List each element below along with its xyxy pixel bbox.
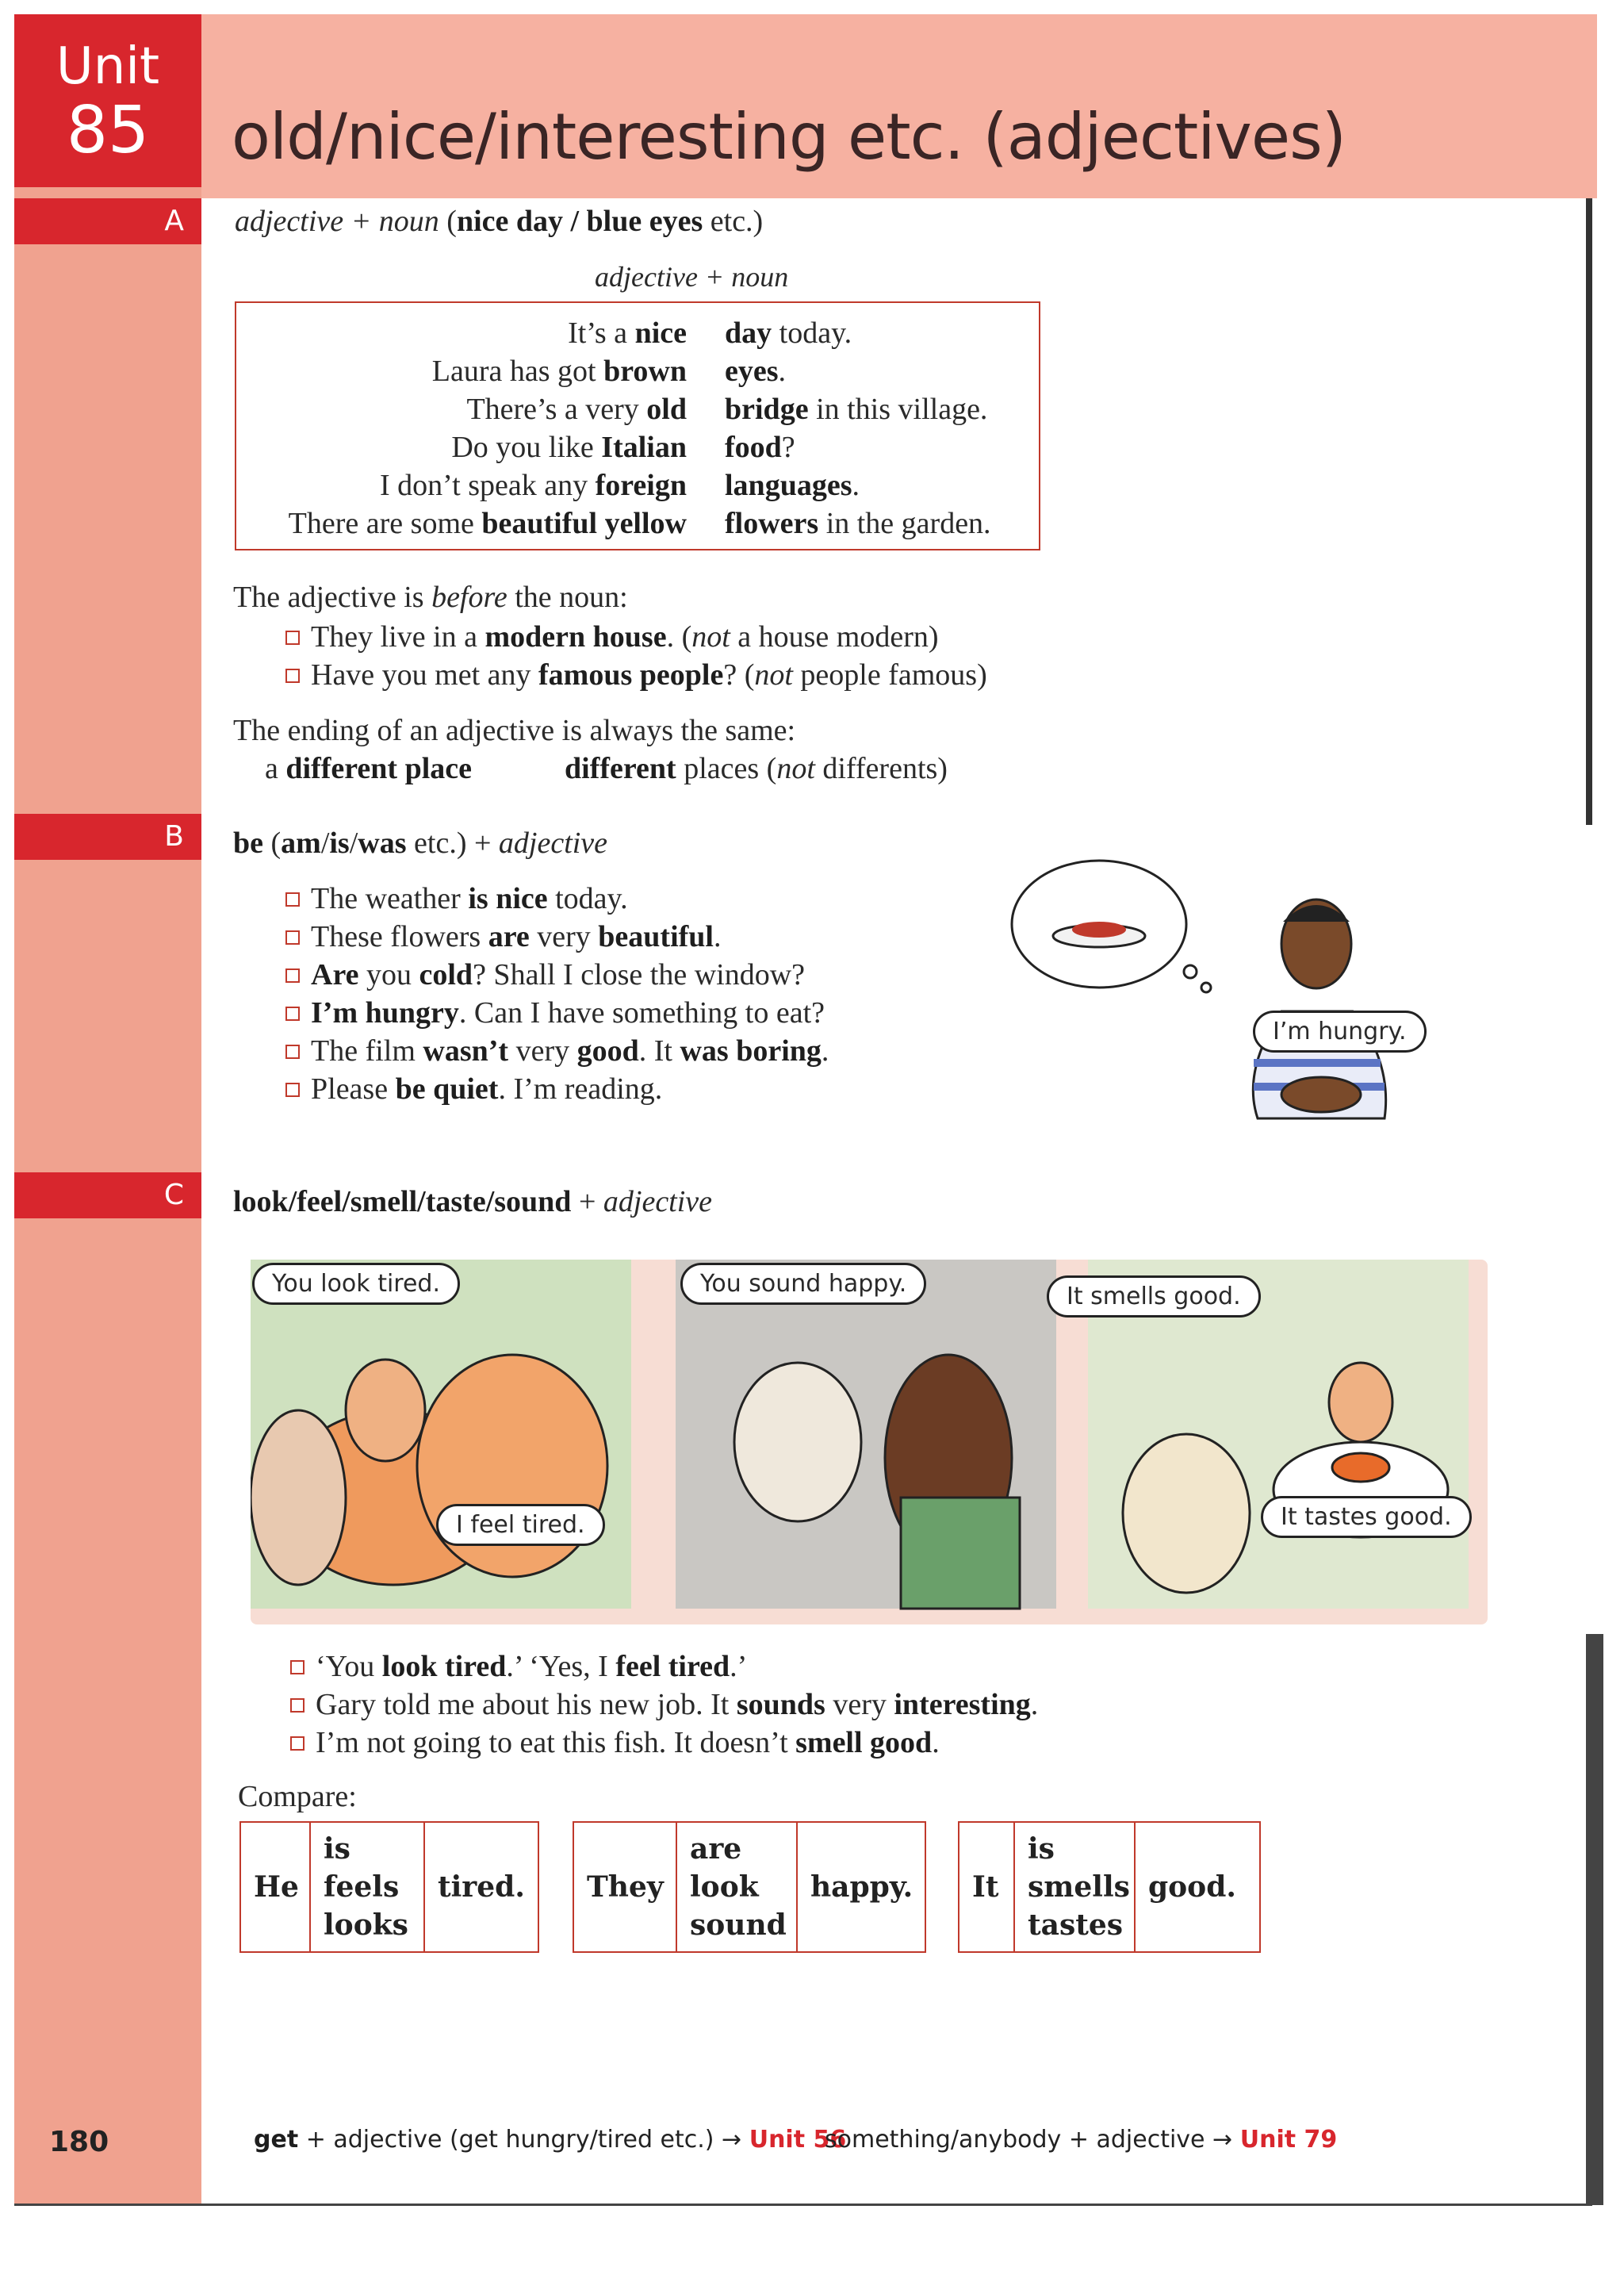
verb: tastes (1028, 1908, 1124, 1942)
speech-bubble-look-tired: You look tired. (252, 1263, 460, 1305)
ex-bold: different place (285, 752, 472, 785)
unit-79-link[interactable]: Unit 79 (1239, 2126, 1338, 2154)
ex-text: very (825, 1688, 894, 1721)
compare-table-good (958, 1821, 1261, 1953)
ending-intro: The ending of an adjective is always the same: (233, 714, 796, 747)
bullet-icon (285, 669, 300, 683)
ex-bold: different (565, 752, 676, 785)
ex-text: people famous) (792, 658, 987, 692)
ex-text: . I’m reading. (498, 1072, 663, 1106)
before-noun-intro (233, 579, 628, 616)
list-item (285, 919, 721, 955)
verb: is (1028, 1832, 1055, 1866)
ex-bold: I’m hungry (311, 996, 459, 1030)
verb: sound (690, 1908, 787, 1942)
row-adjective: nice (634, 316, 687, 350)
compare-table-happy (573, 1821, 926, 1953)
h-text: etc.) + (406, 827, 499, 860)
ex-text: ? ( (723, 658, 755, 692)
row-post: . (778, 355, 787, 388)
speech-bubble-sound-happy: You sound happy. (680, 1263, 926, 1305)
compare-subject: It (959, 1823, 1015, 1951)
ex-bold: feel tired (615, 1650, 730, 1683)
list-item (285, 880, 628, 917)
table-row (236, 354, 1039, 392)
table-row (236, 468, 1039, 506)
row-noun: flowers (725, 507, 819, 540)
old-woman (734, 1363, 861, 1521)
h-em: adjective (498, 827, 608, 860)
row-noun: languages (725, 469, 852, 502)
h-text: ( (263, 827, 282, 860)
ex-bold: wasn’t (423, 1034, 509, 1068)
row-pre: I don’t speak any (380, 469, 596, 502)
bottom-rule (14, 2204, 1592, 2206)
compare-label: Compare: (238, 1780, 357, 1813)
ex-text: very (508, 1034, 577, 1068)
tired-couple-illustration (251, 1260, 1488, 1624)
ex-bold: are (488, 920, 530, 953)
right-edge-bar-lower (1586, 1634, 1603, 2205)
page-title: old/nice/interesting etc. (adjectives) (232, 100, 1346, 174)
compare-verbs (677, 1823, 798, 1951)
cook (1123, 1434, 1250, 1593)
ex-text: . ( (666, 620, 692, 654)
row-adjective: brown (603, 355, 687, 388)
list-item (290, 1648, 747, 1685)
bullet-icon (285, 1007, 300, 1021)
compare-adjective: happy. (810, 1870, 914, 1904)
list-item (285, 657, 987, 693)
row-adjective: Italian (601, 431, 687, 464)
compare-table-tired (239, 1821, 539, 1953)
row-post: in the garden. (818, 507, 991, 540)
ex-text: Please (311, 1072, 396, 1106)
table-caption (595, 259, 788, 295)
ex-text: . (1030, 1688, 1039, 1721)
h-bold: look/feel/smell/taste/sound (233, 1185, 572, 1218)
h-bold: am (281, 827, 321, 860)
adjective-noun-table (235, 301, 1040, 550)
h-text: / (349, 827, 358, 860)
h-bold: be (233, 827, 263, 860)
h-bold: was (358, 827, 407, 860)
ex-bold: interesting (894, 1688, 1031, 1721)
compare-subject: They (574, 1823, 677, 1951)
list-item (285, 957, 805, 993)
ex-bold: famous people (538, 658, 724, 692)
compare-verbs (1015, 1823, 1136, 1951)
row-pre: Laura has got (431, 355, 604, 388)
unit-56-link[interactable]: Unit 56 (749, 2126, 847, 2154)
ref-text: + adjective (get hungry/tired etc.) → (298, 2126, 749, 2154)
ex-bold: was boring (680, 1034, 822, 1068)
woman-profile (251, 1410, 346, 1585)
ex-text: .’ (730, 1650, 748, 1683)
verb: are (690, 1832, 742, 1866)
ex-bold: sounds (736, 1688, 825, 1721)
section-marker-b: B (14, 814, 201, 860)
row-noun: bridge (725, 393, 809, 426)
ex-text: I’m not going to eat this fish. It doesn’t (316, 1726, 796, 1759)
ex-text: ‘You (316, 1650, 382, 1683)
ex-text: They live in a (311, 620, 485, 654)
verb: smells (1028, 1870, 1130, 1904)
verb: is (324, 1832, 350, 1866)
list-item (285, 995, 825, 1031)
ex-text: . It (638, 1034, 680, 1068)
ex-bold: smell good (795, 1726, 933, 1759)
ex-bold: be quiet (395, 1072, 499, 1106)
ending-example-b (565, 750, 948, 787)
ex-text: The weather (311, 882, 469, 915)
unit-word: Unit (56, 37, 160, 96)
row-post: . (852, 469, 860, 502)
ex-not: not (691, 620, 730, 654)
ex-text: very (529, 920, 599, 953)
row-post: today. (772, 316, 852, 350)
row-post: ? (781, 431, 795, 464)
speech-bubble-feel-tired: I feel tired. (436, 1504, 605, 1546)
ex-text: These flowers (311, 920, 488, 953)
speech-bubble-hungry: I’m hungry. (1253, 1011, 1427, 1053)
heading-a-formula: adjective + noun (235, 205, 439, 238)
ex-text: Have you met any (311, 658, 539, 692)
table-row (236, 392, 1039, 430)
compare-adjective: good. (1148, 1870, 1236, 1904)
bullet-icon (285, 631, 300, 645)
h-text: + (571, 1185, 603, 1218)
ex-text: places ( (676, 752, 777, 785)
h-bold: is (329, 827, 350, 860)
section-c-heading (233, 1183, 712, 1220)
bullet-icon (290, 1698, 304, 1713)
compare-adjective: tired. (438, 1870, 525, 1904)
heading-a-tail: etc.) (710, 205, 764, 238)
row-noun: day (725, 316, 772, 350)
ex-text: a (265, 752, 286, 785)
ex-not: not (754, 658, 793, 692)
ex-text: Gary told me about his new job. It (316, 1688, 737, 1721)
bullet-icon (285, 892, 300, 907)
list-item (290, 1686, 1038, 1723)
speech-bubble-smells-good: It smells good. (1047, 1275, 1261, 1318)
section-a-heading: adjective + noun (nice day / blue eyes etc.) (235, 205, 764, 238)
list-item (285, 1071, 662, 1107)
ex-not: not (776, 752, 815, 785)
bullet-icon (290, 1736, 304, 1751)
ex-bold: beautiful (598, 920, 714, 953)
ex-text: . Can I have something to eat? (458, 996, 825, 1030)
ex-bold: good (576, 1034, 639, 1068)
row-noun: eyes (725, 355, 779, 388)
ex-text: ? Shall I close the window? (473, 958, 806, 991)
row-pre: Do you like (451, 431, 602, 464)
ex-bold: modern house (485, 620, 667, 654)
table-row (236, 430, 1039, 468)
footer-reference-2 (825, 2126, 1337, 2154)
sidebar-band (14, 14, 201, 2204)
heading-a-examples: nice day / blue eyes (456, 205, 703, 238)
ex-text: differents) (814, 752, 948, 785)
ending-example-a (265, 750, 472, 787)
bullet-icon (285, 968, 300, 983)
bullet-icon (285, 930, 300, 945)
h-em: adjective (603, 1185, 713, 1218)
ex-text: The film (311, 1034, 423, 1068)
ref-bold: get (254, 2126, 299, 2154)
ex-text: . (932, 1726, 940, 1759)
row-noun: food (725, 431, 782, 464)
ex-text: today. (547, 882, 628, 915)
unit-number: 85 (66, 93, 150, 168)
ex-text: .’ ‘Yes, I (506, 1650, 616, 1683)
row-pre: It’s a (568, 316, 635, 350)
section-marker-c: C (14, 1172, 201, 1218)
intro-em: before (431, 581, 508, 614)
row-adjective: foreign (595, 469, 687, 502)
bullet-icon (285, 1083, 300, 1097)
page-number: 180 (49, 2126, 109, 2158)
speech-bubble-tastes-good: It tastes good. (1261, 1496, 1472, 1538)
section-marker-a: A (14, 198, 201, 244)
ex-bold: is nice (468, 882, 548, 915)
row-pre: There are some (288, 507, 482, 540)
table-row (236, 316, 1039, 354)
h-text: / (320, 827, 330, 860)
row-pre: There’s a very (466, 393, 647, 426)
ex-bold: look tired (381, 1650, 507, 1683)
ex-bold: cold (419, 958, 473, 991)
intro-pre: The adjective is (233, 581, 432, 614)
row-adjective: old (646, 393, 687, 426)
list-item (285, 1033, 829, 1069)
bullet-icon (285, 1045, 300, 1059)
right-edge-bar (1586, 198, 1592, 825)
ex-text: you (358, 958, 419, 991)
verb: look (690, 1870, 759, 1904)
footer-reference-1 (254, 2126, 846, 2154)
row-post: in this village. (808, 393, 988, 426)
list-item (290, 1724, 940, 1761)
verb: feels (324, 1870, 400, 1904)
bullet-icon (290, 1660, 304, 1674)
verb: looks (324, 1908, 408, 1942)
hungry-man-illustration (980, 833, 1456, 1150)
row-adjective: beautiful yellow (481, 507, 687, 540)
compare-subject: He (241, 1823, 311, 1951)
table-row (236, 506, 1039, 544)
ex-text: . (713, 920, 722, 953)
ex-text: . (821, 1034, 829, 1068)
list-item (285, 619, 939, 655)
table-caption-text: adjective + noun (595, 261, 789, 293)
compare-verbs (311, 1823, 425, 1951)
intro-post: the noun: (507, 581, 628, 614)
section-b-heading (233, 825, 607, 861)
ex-bold: Are (311, 958, 359, 991)
ex-text: a house modern) (730, 620, 939, 654)
ref-text: something/anybody + adjective → (825, 2126, 1240, 2154)
unit-badge (14, 14, 201, 187)
